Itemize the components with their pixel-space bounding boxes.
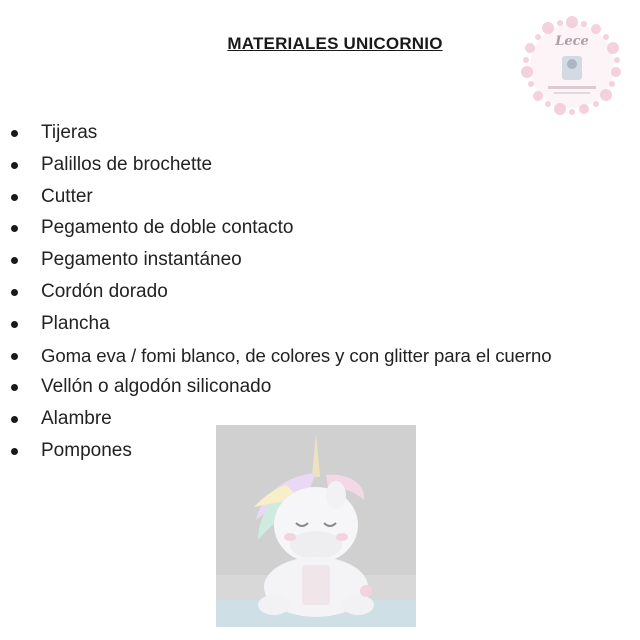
- list-item-text: Vellón o algodón siliconado: [41, 376, 272, 398]
- list-item-text: Alambre: [41, 408, 112, 430]
- bullet-icon: [11, 289, 18, 296]
- unicorn-photo: [216, 425, 416, 627]
- bullet-icon: [11, 448, 18, 455]
- brand-logo: [518, 12, 626, 120]
- list-item: [0, 212, 640, 244]
- bullet-icon: [11, 353, 18, 360]
- list-item: [0, 181, 640, 213]
- list-item: [0, 340, 640, 372]
- bullet-icon: [11, 130, 18, 137]
- list-item: [0, 308, 640, 340]
- logo-text: Lece: [555, 34, 589, 49]
- bullet-icon: [11, 321, 18, 328]
- list-item-text: Pegamento instantáneo: [41, 249, 242, 271]
- materials-list: [0, 117, 640, 467]
- list-item-text: Goma eva / fomi blanco, de colores y con glitter para el cuerno: [41, 344, 552, 366]
- list-item: [0, 117, 640, 149]
- list-item-text: Palillos de brochette: [41, 153, 213, 175]
- page-title: MATERIALES UNICORNIO: [227, 34, 443, 53]
- unicorn-plush-icon: [216, 425, 416, 627]
- bullet-icon: [11, 257, 18, 264]
- list-item-text: Tijeras: [41, 122, 98, 143]
- list-item-text: Cordón dorado: [41, 280, 168, 302]
- list-item-text: Pegamento de doble contacto: [41, 217, 294, 239]
- list-item: [0, 371, 640, 403]
- bullet-icon: [11, 416, 18, 423]
- list-item-text: Plancha: [41, 312, 110, 334]
- bullet-icon: [11, 162, 18, 169]
- list-item-text: Cutter: [41, 185, 93, 207]
- list-item-text: Pompones: [41, 439, 132, 461]
- bullet-icon: [11, 384, 18, 391]
- bullet-icon: [11, 225, 18, 232]
- bullet-icon: [11, 194, 18, 201]
- list-item: [0, 244, 640, 276]
- list-item: [0, 276, 640, 308]
- floral-wreath-icon: [518, 12, 626, 120]
- list-item: [0, 149, 640, 181]
